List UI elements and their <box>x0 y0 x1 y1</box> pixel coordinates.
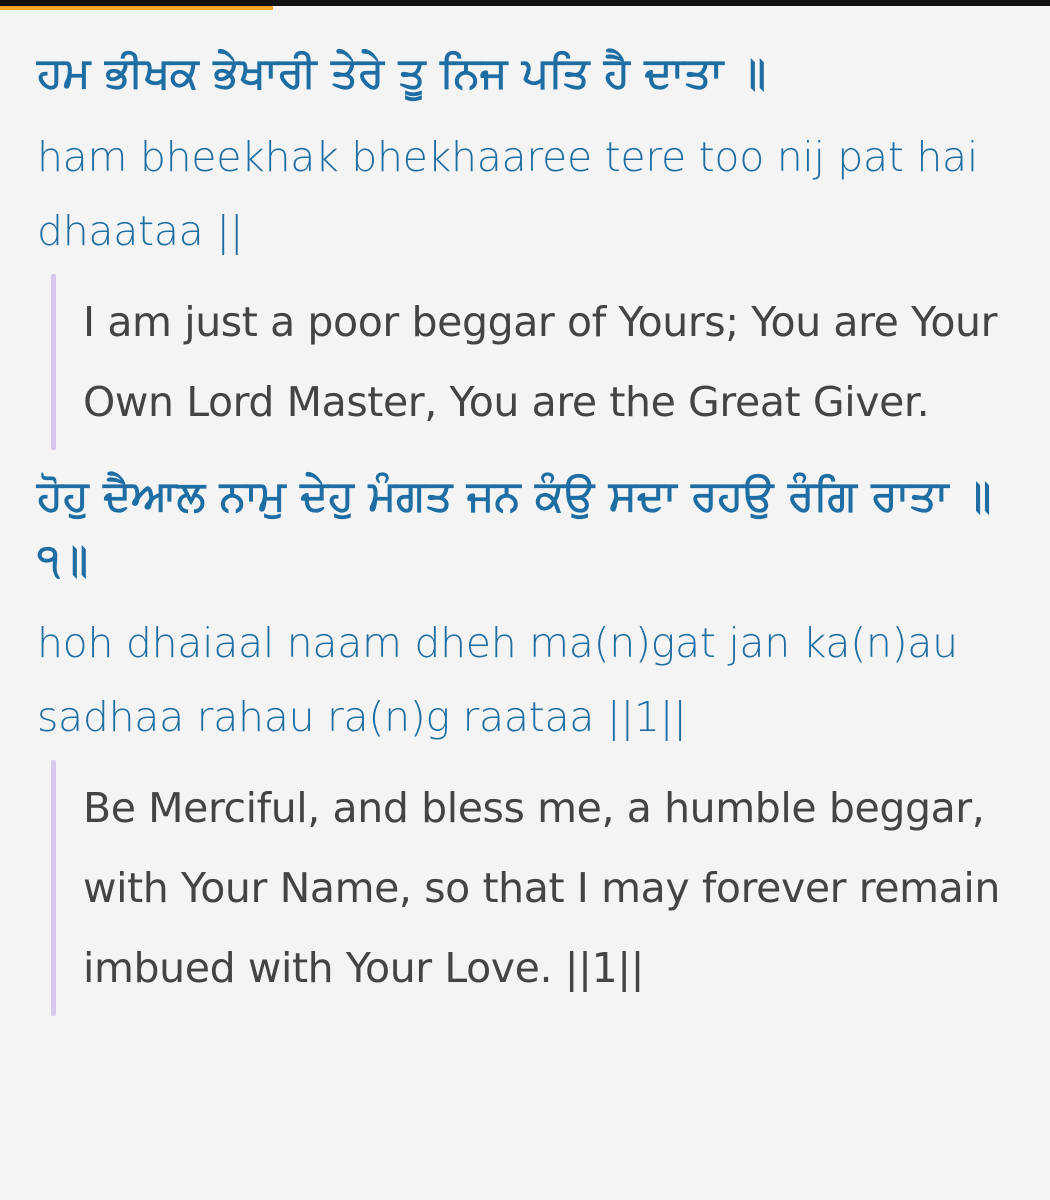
quote-bar <box>51 274 56 450</box>
quote-bar <box>51 760 56 1016</box>
gurmukhi-line: ਹਮ ਭੀਖਕ ਭੇਖਾਰੀ ਤੇਰੇ ਤੂ ਨਿਜ ਪਤਿ ਹੈ ਦਾਤਾ ॥ <box>37 48 767 97</box>
transliteration-line: hoh dhaiaal naam dheh ma(n)gat jan ka(n)au sadhaa rahau ra(n)g raataa ||1|| <box>37 619 958 741</box>
verse <box>37 464 1027 1016</box>
transliteration-line: ham bheekhak bhekhaaree tere too nij pat hai dhaataa || <box>37 133 978 255</box>
active-tab-indicator <box>0 6 273 10</box>
translation-text: I am just a poor beggar of Yours; You are Your Own Lord Master, You are the Great Giver. <box>83 298 998 426</box>
verse <box>37 40 1027 450</box>
shabad-content <box>37 40 1027 1016</box>
gurmukhi-line: ਹੋਹੁ ਦੈਆਲ ਨਾਮੁ ਦੇਹੁ ਮੰਗਤ ਜਨ ਕੰਉ ਸਦਾ ਰਹਉ ਰੰਗਿ ਰਾਤਾ ॥੧॥ <box>37 471 992 584</box>
translation-text: Be Merciful, and bless me, a humble beggar, with Your Name, so that I may forever remain imbued with Your Love. ||1|| <box>83 784 1000 992</box>
translation-block <box>47 274 1027 450</box>
translation-block <box>47 760 1027 1016</box>
